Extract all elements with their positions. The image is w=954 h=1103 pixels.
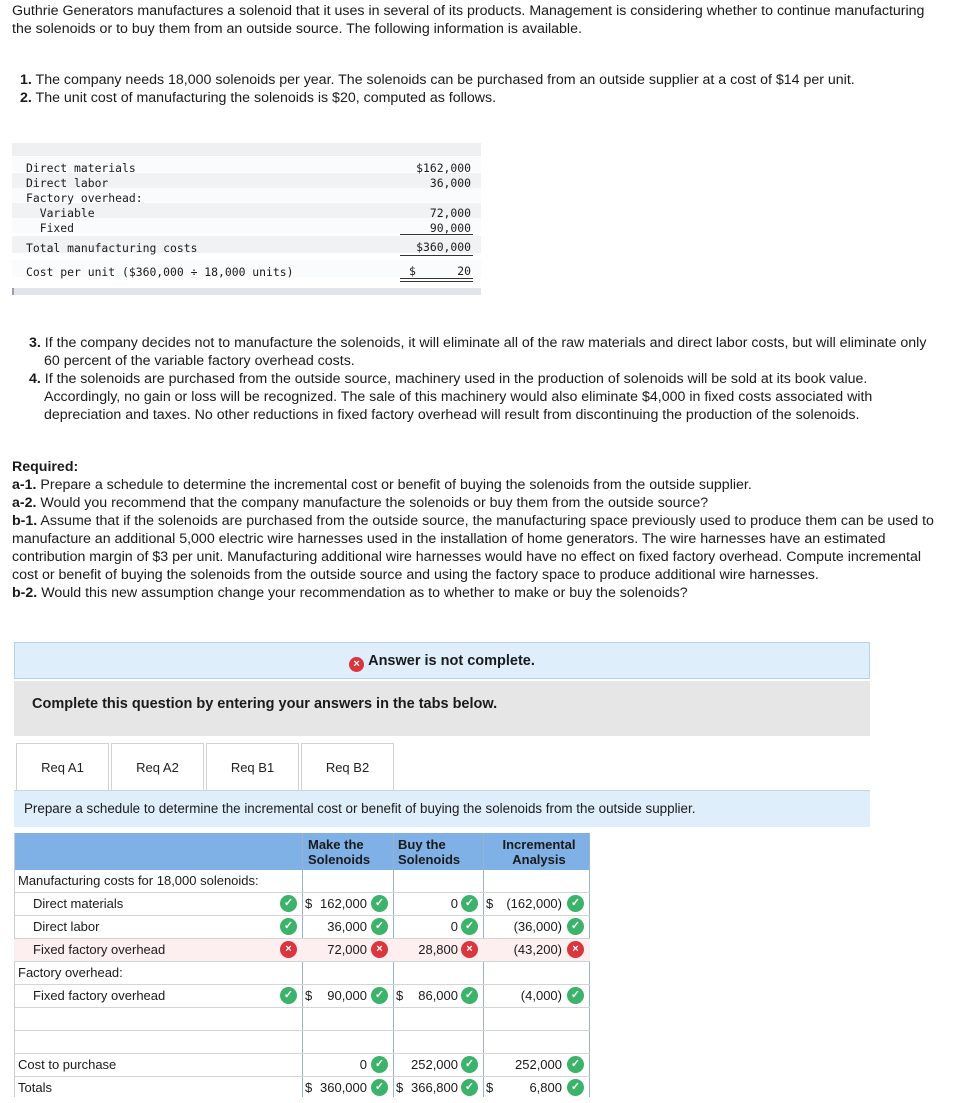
incr-input[interactable]: (162,000) — [506, 896, 562, 911]
make-input[interactable]: 360,000 — [320, 1080, 367, 1095]
table-row — [14, 1054, 590, 1077]
check-icon: ✓ — [371, 1056, 388, 1073]
schedule-label: Factory overhead: — [26, 191, 143, 205]
table-row: Fixed factory overhead ✓ $ 90,000 ✓ $ 86,000 ✓ (4,000) ✓ — [14, 985, 590, 1008]
incr-input[interactable]: 6,800 — [529, 1080, 562, 1095]
col-make-header: Make the Solenoids — [308, 837, 371, 867]
error-icon: × — [349, 657, 364, 672]
schedule-value: 90,000 — [429, 221, 471, 235]
empty-row — [14, 1031, 590, 1054]
required-item-a1: a-1. Prepare a schedule to determine the incremental cost or benefit of buying the solenoids from the outside supplier. — [12, 477, 752, 493]
incr-input[interactable]: (36,000) — [513, 919, 562, 934]
double-rule-1 — [400, 278, 473, 279]
check-icon: ✓ — [461, 1056, 478, 1073]
check-icon: ✓ — [371, 918, 388, 935]
error-icon: × — [280, 941, 297, 958]
unit-cost-schedule — [12, 143, 481, 295]
answer-status-banner — [14, 642, 870, 679]
schedule-label: Total manufacturing costs — [26, 241, 198, 255]
buy-input[interactable]: 252,000 — [411, 1057, 458, 1072]
required-item-b1: b-1. Assume that if the solenoids are purchased from the outside source, the manufacturing space previously used to produce them can be used to manufacture an additional 5,000 electric wire harnesses used in the installation of home generators. The wire harnesses have an estimated contribution margin of $3 per unit. Manufacturing additional wire harnesses would have no effect on fixed factory overhead. Compute incremental cost or benefit of buying the solenoids from the outside source and using the factory space to produce additional wire harnesses. — [12, 513, 934, 583]
check-icon: ✓ — [567, 987, 584, 1004]
required-section — [12, 458, 942, 602]
incremental-analysis-table — [14, 833, 590, 1097]
info-item-4: 4. If the solenoids are purchased from the outside source, machinery used in the production of solenoids will be sold at its book value. Accordingly, no gain or loss will be recognized. The sale of this machinery would also eliminate $4,000 in fixed costs associated with depreciation and taxes. No other reductions in fixed factory overhead will result from discontinuing the production of the solenoids. — [29, 371, 873, 423]
make-input[interactable]: 36,000 — [327, 919, 367, 934]
schedule-value: 72,000 — [429, 206, 471, 220]
buy-input[interactable]: 0 — [450, 896, 458, 911]
check-icon: ✓ — [371, 895, 388, 912]
row-label: Direct materials — [33, 896, 124, 911]
section-label: Manufacturing costs for 18,000 solenoids: — [18, 873, 259, 888]
info-item-2: 2. The unit cost of manufacturing the solenoids is $20, computed as follows. — [20, 90, 497, 106]
table-row: Totals $ 360,000 ✓ $ 366,800 ✓ $ 6,800 ✓ — [14, 1077, 590, 1097]
table-row — [14, 962, 590, 985]
check-icon: ✓ — [280, 895, 297, 912]
table-row — [14, 939, 590, 962]
check-icon: ✓ — [461, 895, 478, 912]
check-icon: ✓ — [567, 1079, 584, 1096]
tab-req-b1[interactable]: Req B1 — [206, 743, 299, 790]
total-rule — [400, 255, 473, 256]
schedule-top-bar — [12, 143, 481, 156]
buy-input[interactable]: 86,000 — [418, 988, 458, 1003]
tab-req-a1[interactable]: Req A1 — [16, 743, 109, 790]
check-icon: ✓ — [461, 1079, 478, 1096]
section-label: Factory overhead: — [18, 965, 123, 980]
check-icon: ✓ — [371, 987, 388, 1004]
schedule-value: $162,000 — [416, 161, 471, 175]
table-row — [14, 870, 590, 893]
required-item-b2: b-2. Would this new assumption change your recommendation as to whether to make or buy the solenoids? — [12, 585, 688, 601]
make-input[interactable]: 90,000 — [327, 988, 367, 1003]
schedule-bottom-bar — [12, 288, 481, 295]
schedule-value: 20 — [457, 264, 471, 278]
buy-input[interactable]: 0 — [450, 919, 458, 934]
col-incr-header: Incremental Analysis — [502, 837, 576, 867]
buy-input[interactable]: 366,800 — [411, 1080, 458, 1095]
row-label: Fixed factory overhead — [33, 942, 166, 957]
subtotal-rule — [400, 234, 473, 235]
check-icon: ✓ — [567, 1056, 584, 1073]
schedule-label: Cost per unit ($360,000 ÷ 18,000 units) — [26, 265, 294, 279]
double-rule-2 — [400, 281, 473, 282]
answer-status-text: Answer is not complete. — [368, 653, 535, 669]
info-list-2 — [20, 334, 945, 424]
info-item-3: 3. If the company decides not to manufacture the solenoids, it will eliminate all of the raw materials and direct labor costs, but will eliminate only 60 percent of the variable factory overhead costs. — [29, 335, 927, 369]
schedule-label: Fixed — [26, 221, 75, 235]
schedule-label: Variable — [26, 206, 95, 220]
info-item-1: 1. The company needs 18,000 solenoids per year. The solenoids can be purchased from an outside supplier at a cost of $14 per unit. — [20, 72, 855, 88]
check-icon: ✓ — [461, 918, 478, 935]
make-input[interactable]: 162,000 — [320, 896, 367, 911]
table-row: Direct materials ✓ $ 162,000 ✓ 0 ✓ $ (162,000) ✓ — [14, 893, 590, 916]
instruction-panel — [14, 681, 870, 736]
schedule-dollar: $ — [409, 264, 416, 278]
schedule-label: Direct labor — [26, 176, 109, 190]
row-label: Totals — [18, 1080, 52, 1095]
check-icon: ✓ — [280, 918, 297, 935]
buy-input[interactable]: 28,800 — [418, 942, 458, 957]
schedule-value: $360,000 — [416, 240, 471, 254]
row-label: Cost to purchase — [18, 1057, 117, 1072]
check-icon: ✓ — [567, 895, 584, 912]
problem-intro: Guthrie Generators manufactures a solenoid that it uses in several of its products. Management is considering whether to continue manufacturing the solenoids or to buy them from an outside source. The following information is available. — [12, 3, 925, 37]
info-list-1 — [20, 71, 945, 107]
incr-input[interactable]: (43,200) — [513, 942, 562, 957]
required-item-a2: a-2. Would you recommend that the company manufacture the solenoids or buy them from the outside source? — [12, 495, 709, 511]
error-icon: × — [567, 941, 584, 958]
col-buy-header: Buy the Solenoids — [398, 837, 461, 867]
row-label: Direct labor — [33, 919, 100, 934]
schedule-value: 36,000 — [429, 176, 471, 190]
incr-input[interactable]: (4,000) — [520, 988, 562, 1003]
incr-input[interactable]: 252,000 — [515, 1057, 562, 1072]
check-icon: ✓ — [371, 1079, 388, 1096]
row-label: Fixed factory overhead — [33, 988, 166, 1003]
tab-req-b2[interactable]: Req B2 — [301, 743, 394, 790]
check-icon: ✓ — [280, 987, 297, 1004]
error-icon: × — [461, 941, 478, 958]
schedule-label: Direct materials — [26, 161, 136, 175]
tab-req-a2[interactable]: Req A2 — [111, 743, 204, 790]
check-icon: ✓ — [567, 918, 584, 935]
table-row — [14, 916, 590, 939]
check-icon: ✓ — [461, 987, 478, 1004]
instruction-text: Complete this question by entering your answers in the tabs below. — [32, 696, 498, 712]
empty-row — [14, 1008, 590, 1031]
make-input[interactable]: 72,000 — [327, 942, 367, 957]
required-title: Required: — [12, 459, 79, 475]
error-icon: × — [371, 941, 388, 958]
make-input[interactable]: 0 — [359, 1057, 367, 1072]
tab-prompt: Prepare a schedule to determine the incremental cost or benefit of buying the solenoids from the outside supplier. — [14, 791, 870, 827]
